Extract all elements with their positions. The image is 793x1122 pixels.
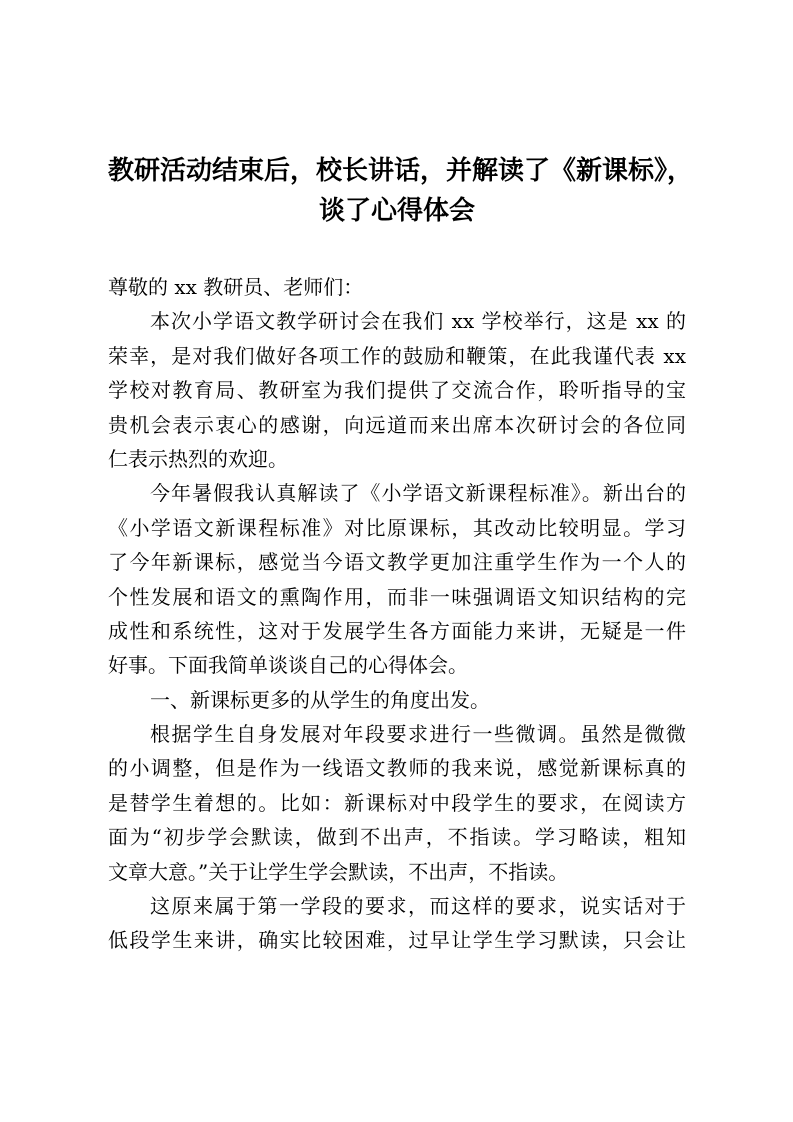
paragraph-2-line-6: 好事。下面我简单谈谈自己的心得体会。 bbox=[108, 653, 468, 678]
paragraph-2-line-3: 了今年新课标，感觉当今语文教学更加注重学生作为一个人的 bbox=[108, 550, 686, 575]
title-line-2: 谈了心得体会 bbox=[318, 196, 475, 226]
paragraph-3-line-3: 是替学生着想的。比如：新课标对中段学生的要求，在阅读方 bbox=[108, 790, 686, 815]
paragraph-2-line-2: 《小学语文新课程标准》对比原课标，其改动比较明显。学习 bbox=[108, 515, 686, 540]
paragraph-1-line-2: 荣幸，是对我们做好各项工作的鼓励和鞭策，在此我谨代表 xx bbox=[108, 343, 686, 368]
title-line-1: 教研活动结束后，校长讲话，并解读了《新课标》， bbox=[108, 156, 694, 186]
document-body bbox=[108, 270, 686, 958]
paragraph-2-line-4: 个性发展和语文的熏陶作用，而非一味强调语文知识结构的完 bbox=[108, 584, 686, 609]
paragraph-3-line-4: 面为“初步学会默读，做到不出声，不指读。学习略读，粗知 bbox=[108, 825, 686, 850]
paragraph-2-line-1: 今年暑假我认真解读了《小学语文新课程标准》。新出台的 bbox=[150, 481, 686, 506]
paragraph-2-line-5: 成性和系统性，这对于发展学生各方面能力来讲，无疑是一件 bbox=[108, 618, 686, 643]
paragraph-4-line-1: 这原来属于第一学段的要求，而这样的要求，说实话对于 bbox=[150, 894, 686, 919]
paragraph-4-line-2: 低段学生来讲，确实比较困难，过早让学生学习默读，只会让 bbox=[108, 928, 686, 953]
paragraph-3-line-5: 文章大意。”关于让学生学会默读，不出声，不指读。 bbox=[108, 859, 569, 884]
paragraph-1-line-3: 学校对教育局、教研室为我们提供了交流合作，聆听指导的宝 bbox=[108, 378, 686, 403]
section-heading-1: 一、新课标更多的从学生的角度出发。 bbox=[150, 687, 490, 712]
paragraph-3-line-2: 的小调整，但是作为一线语文教师的我来说，感觉新课标真的 bbox=[108, 756, 686, 781]
paragraph-1-line-5: 仁表示热烈的欢迎。 bbox=[108, 446, 288, 471]
document-title bbox=[108, 151, 694, 231]
salutation: 尊敬的 xx 教研员、老师们： bbox=[108, 275, 364, 299]
paragraph-3-line-1: 根据学生自身发展对年段要求进行一些微调。虽然是微微 bbox=[150, 722, 686, 747]
paragraph-1-line-1: 本次小学语文教学研讨会在我们 xx 学校举行，这是 xx 的 bbox=[150, 309, 686, 334]
paragraph-1-line-4: 贵机会表示衷心的感谢，向远道而来出席本次研讨会的各位同 bbox=[108, 412, 686, 437]
